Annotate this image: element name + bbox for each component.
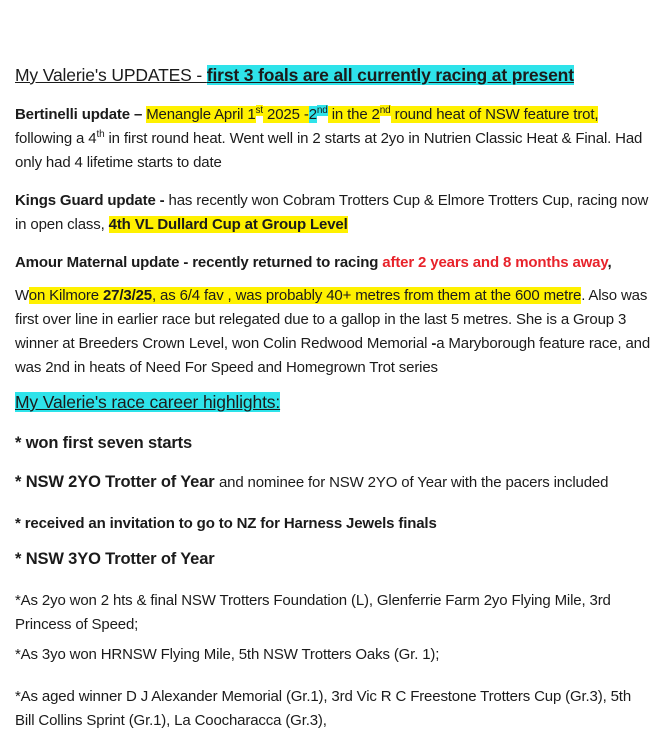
career-item-3yo-trotter: * NSW 3YO Trotter of Year	[15, 550, 215, 568]
kilmore-tail: a Maryborough feature race, and was 2nd in heats of Need For Speed and Homegrown Trot series	[15, 335, 651, 376]
career-item-2yo-rest: and nominee for NSW 2YO of Year with the pacers included	[218, 474, 609, 491]
kilmore-mid: . Also was first over line in earlier race but relegated due to a gallop in the last 5 metres. She is a Group 3 winner at Breeders Crown Level, won Colin Redwood Memorial	[15, 287, 648, 352]
as-3yo-paragraph: *As 3yo won HRNSW Flying Mile, 5th NSW Trotters Oaks (Gr. 1);	[15, 646, 440, 663]
title-highlighted-text: first 3 foals are all currently racing at present	[206, 65, 574, 85]
kings-guard-body: has recently won Cobram Trotters Cup & Elmore Trotters Cup, racing now in open class,	[15, 192, 649, 233]
bertinelli-cyan-2: 2	[308, 106, 317, 123]
race-career-heading	[15, 389, 654, 415]
kilmore-yellow-a: on Kilmore	[28, 287, 103, 304]
kilmore-date: 27/3/25	[102, 287, 152, 304]
bertinelli-rest-a: following a 4	[15, 130, 97, 147]
amour-red-text: after 2 years and 8 months away	[382, 254, 608, 271]
as-aged-paragraph: *As aged winner D J Alexander Memorial (Gr.1), 3rd Vic R C Freestone Trotters Cup (Gr.3), 5th Bill Collins Sprint (Gr.1), La Coocharacca (Gr.3),	[15, 688, 632, 729]
career-item-nz-invitation: * received an invitation to go to NZ for Harness Jewels finals	[15, 515, 437, 532]
amour-tail: ,	[607, 254, 612, 271]
kings-guard-label: Kings Guard update -	[15, 192, 169, 209]
bertinelli-cyan-sup-nd: nd	[316, 105, 328, 116]
bertinelli-yellow-2b: round heat of NSW feature trot,	[390, 106, 599, 123]
career-item-first-starts: * won first seven starts	[15, 434, 193, 452]
amour-label: Amour Maternal update - recently returned to racing	[15, 254, 383, 271]
bertinelli-label: Bertinelli update –	[15, 106, 147, 123]
document-title	[15, 62, 654, 88]
kilmore-dash: -	[431, 335, 437, 352]
career-item-2yo-bold: * NSW 2YO Trotter of Year	[15, 473, 219, 491]
kings-guard-highlight: 4th VL Dullard Cup at Group Level	[108, 216, 348, 233]
bertinelli-sup-st: st	[255, 105, 264, 116]
amour-maternal-update-paragraph	[15, 251, 654, 275]
bertinelli-update-paragraph	[15, 103, 654, 175]
race-career-heading-text: My Valerie's race career highlights:	[15, 392, 281, 412]
bertinelli-yellow-1a: Menangle April 1	[146, 106, 256, 123]
kings-guard-update-paragraph	[15, 189, 654, 237]
kilmore-win-paragraph	[15, 284, 654, 380]
kilmore-yellow-b: , as 6/4 fav , was probably 40+ metres from them at the 600 metre	[151, 287, 582, 304]
bertinelli-yellow-sup-nd: nd	[379, 105, 391, 116]
bertinelli-sup-th: th	[96, 129, 105, 140]
bertinelli-yellow-2a: in the 2	[327, 106, 380, 123]
title-prefix: My Valerie's UPDATES -	[15, 65, 207, 85]
bertinelli-rest-b: in first round heat. Went well in 2 starts at 2yo in Nutrien Classic Heat & Final. Had only had 4 lifetime starts to date	[15, 130, 643, 171]
career-item-2yo-trotter	[15, 469, 654, 496]
as-2yo-paragraph: *As 2yo won 2 hts & final NSW Trotters Foundation (L), Glenferrie Farm 2yo Flying Mile, 3rd Princess of Speed;	[15, 592, 611, 633]
kilmore-start: W	[15, 287, 29, 304]
bertinelli-yellow-1b: 2025 -	[263, 106, 309, 123]
